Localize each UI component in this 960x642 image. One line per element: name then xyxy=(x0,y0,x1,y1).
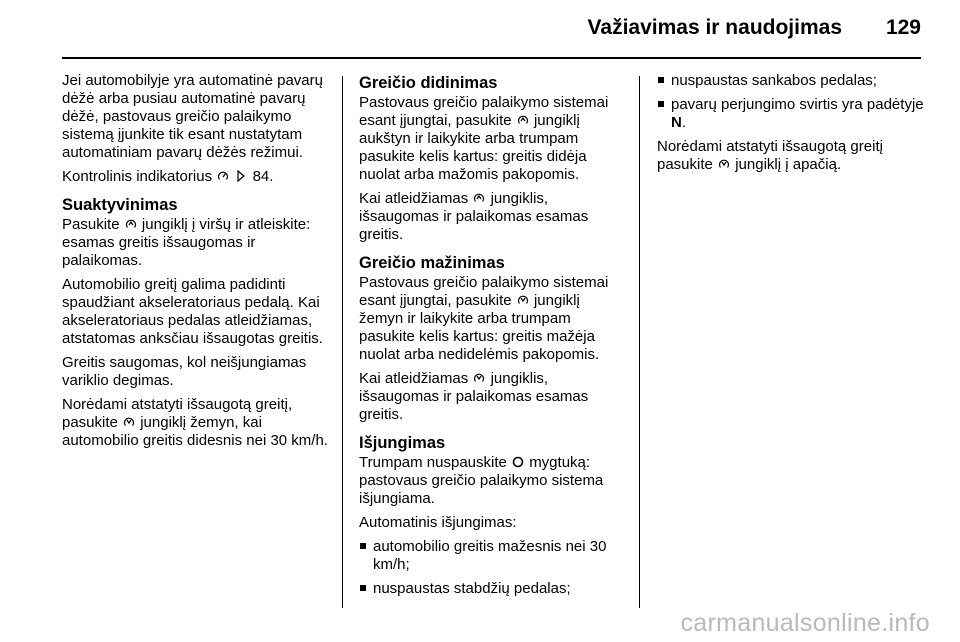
paragraph xyxy=(657,138,925,174)
paragraph xyxy=(359,190,627,244)
text: 84. xyxy=(252,168,274,185)
cruise-up-icon xyxy=(473,192,485,204)
text: Pasukite xyxy=(62,216,120,233)
list-item: nuspaustas sankabos pedalas; xyxy=(657,72,925,90)
paragraph xyxy=(62,396,330,450)
page-reference-icon xyxy=(235,170,247,182)
text: Norėdami atstatyti išsaugotą greitį pasukite xyxy=(657,138,883,173)
text: jungiklį į viršų ir atleiskite: esamas greitis išsaugomas ir palaikomas. xyxy=(62,216,311,269)
paragraph xyxy=(359,274,627,364)
text: Kai atleidžiamas xyxy=(359,370,469,387)
watermark: carmanualsonline.info xyxy=(680,609,930,637)
cruise-up-icon xyxy=(517,114,529,126)
text: Trumpam nuspauskite xyxy=(359,454,507,471)
list-item xyxy=(657,96,925,132)
section-heading: Greičio mažinimas xyxy=(359,254,505,272)
cruise-down-icon xyxy=(517,294,529,306)
text: Pastovaus greičio palaikymo sistemai esant įjungtai, pasukite xyxy=(359,94,609,129)
text: . xyxy=(681,114,687,131)
header-rule xyxy=(62,57,921,59)
column-divider-2 xyxy=(639,76,640,608)
text: jungiklį žemyn, kai automobilio greitis didesnis nei 30 km/h. xyxy=(62,414,328,449)
text: Kontrolinis indikatorius xyxy=(62,168,213,185)
column-1 xyxy=(62,72,330,456)
gear-position-label: N xyxy=(671,114,682,131)
text: jungiklis, išsaugomas ir palaikomas esamas greitis. xyxy=(359,370,589,423)
text: jungiklį žemyn ir laikykite arba trumpam pasukite kelis kartus: greitis mažėja nuolat arba nedidelėmis pakopomis. xyxy=(359,292,600,363)
text: jungiklį į apačią. xyxy=(735,156,842,173)
cruise-off-icon xyxy=(512,456,524,468)
column-divider-1 xyxy=(342,76,343,608)
text: Kai atleidžiamas xyxy=(359,190,469,207)
text: jungiklį aukštyn ir laikykite arba trumpam pasukite kelis kartus: greitis didėja nuolat arba mažomis pakopomis. xyxy=(359,112,587,183)
paragraph xyxy=(62,168,330,186)
paragraph xyxy=(359,94,627,184)
cruise-down-icon xyxy=(123,416,135,428)
paragraph: Jei automobilyje yra automatinė pavarų dėžė arba pusiau automatinė pavarų dėžė, pastovaus greičio palaikymo sistemą įjunkite tik esant nustatytam automatiniam pavarų dėžės režimui. xyxy=(62,72,323,161)
list-item: automobilio greitis mažesnis nei 30 km/h; xyxy=(359,538,627,574)
cruise-down-icon xyxy=(718,158,730,170)
text: Norėdami atstatyti išsaugotą greitį, pasukite xyxy=(62,396,293,431)
paragraph xyxy=(359,370,627,424)
header-title: Važiavimas ir naudojimas xyxy=(587,16,842,39)
section-heading: Greičio didinimas xyxy=(359,74,498,92)
paragraph: Automatinis išjungimas: xyxy=(359,514,517,531)
page-number: 129 xyxy=(885,16,921,39)
text: Pastovaus greičio palaikymo sistemai esant įjungtai, pasukite xyxy=(359,274,609,309)
cruise-up-icon xyxy=(125,218,137,230)
paragraph xyxy=(62,216,330,270)
paragraph: Greitis saugomas, kol neišjungiamas variklio degimas. xyxy=(62,354,307,389)
text: mygtuką: pastovaus greičio palaikymo sistema išjungiama. xyxy=(359,454,604,507)
cruise-indicator-icon xyxy=(217,170,229,182)
text: pavarų perjungimo svirtis yra padėtyje xyxy=(671,96,924,113)
paragraph: Automobilio greitį galima padidinti spaudžiant akseleratoriaus pedalą. Kai akseleratoriaus pedalas atleidžiamas, atstatomas anksčiau išsaugotas greitis. xyxy=(62,276,323,347)
paragraph xyxy=(359,454,627,508)
text: jungiklis, išsaugomas ir palaikomas esamas greitis. xyxy=(359,190,589,243)
section-heading: Išjungimas xyxy=(359,434,446,452)
section-heading: Suaktyvinimas xyxy=(62,196,178,214)
list-item: nuspaustas stabdžių pedalas; xyxy=(359,580,627,598)
column-3 xyxy=(657,72,925,180)
cruise-down-icon xyxy=(473,372,485,384)
column-2 xyxy=(359,72,627,604)
